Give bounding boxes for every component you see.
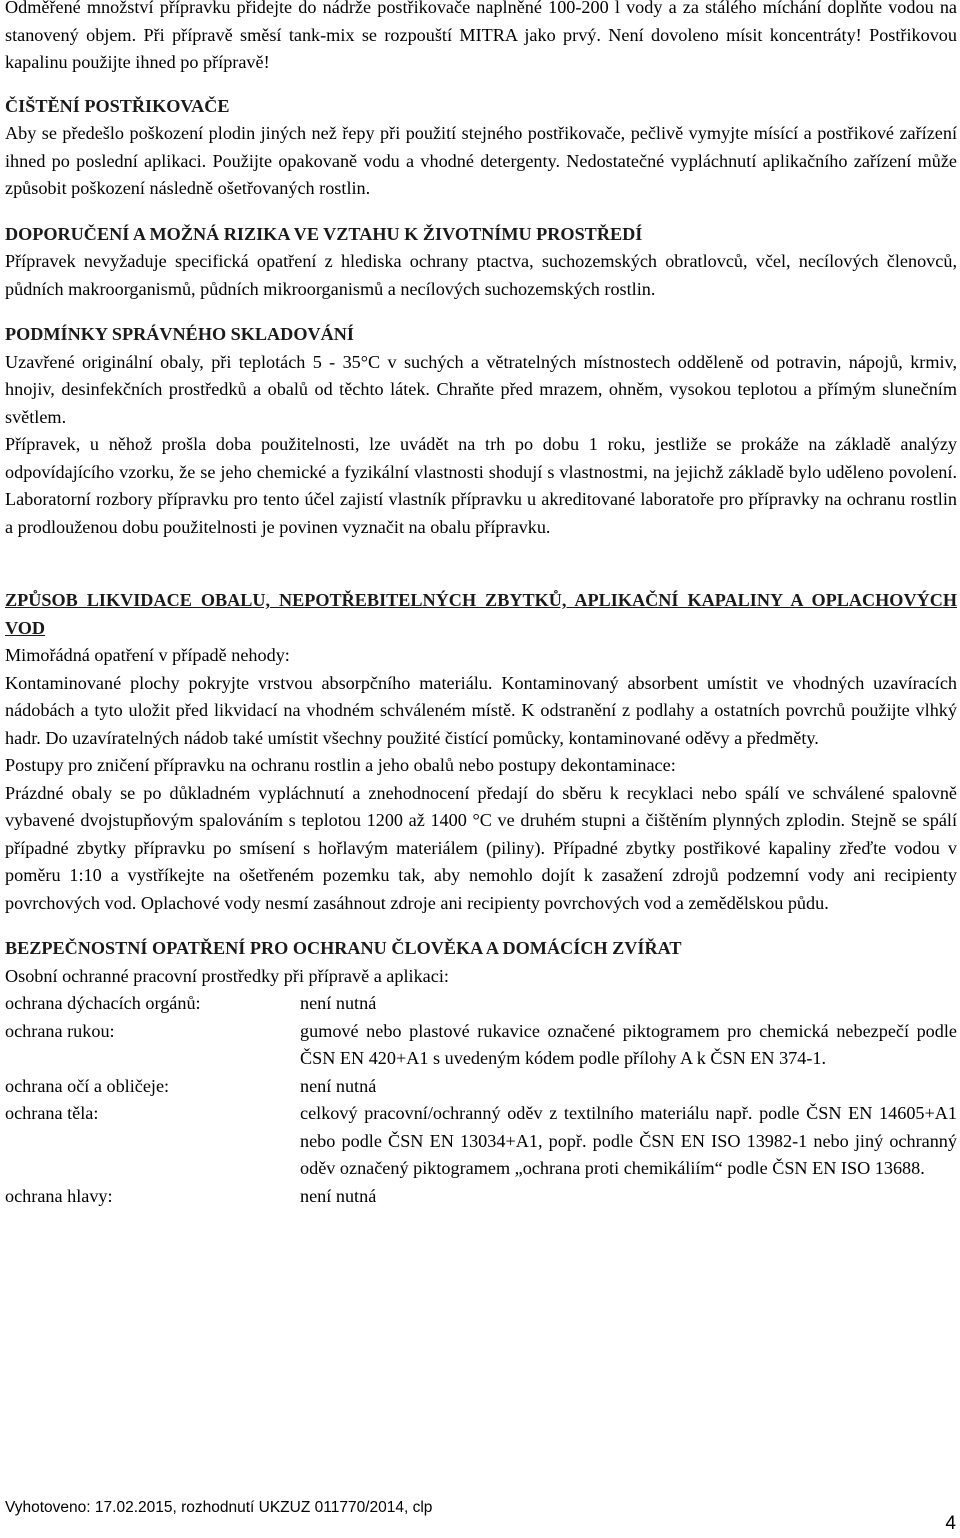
section-heading-cleaning: ČIŠTĚNÍ POSTŘIKOVAČE (5, 95, 230, 116)
ppe-label: ochrana rukou: (5, 1020, 115, 1041)
storage-paragraph-1: Uzavřené originální obaly, při teplotách 5 - 35°C v suchých a větratelných místnostech odděleně od potravin, nápojů, krmiv, hnojiv, desinfekčních prostředků a obalů od těchto látek. Chraňte před mrazem, ohněm, vysokou teplotou a přímým slunečním světlem. (5, 351, 957, 427)
ppe-label: ochrana dýchacích orgánů: (5, 993, 201, 1013)
ppe-table (5, 990, 957, 1210)
ppe-value: není nutná (300, 1075, 377, 1096)
disposal-procedures-paragraph: Prázdné obaly se po důkladném vypláchnutí a znehodnocení předají do sběru k recyklaci nebo spálí ve schválené spalovně vybavené dvojstupňovým spalováním s teplotou 1200 až 1400 °C ve druhém stupni a čištěním plynných zplodin. Stejně se spálí případné zbytky přípravku po smísení s hořlavým materiálem (piliny). Případné zbytky postřikové kapaliny zřeďte vodou v poměru 1:10 a vystříkejte na ošetřeném pozemku tak, aby nemohlo dojít k zasažení zdrojů podzemní vody ani recipienty povrchových vod. Oplachové vody nesmí zasáhnout zdroje ani recipienty povrchových vod a zemědělskou půdu. (5, 782, 957, 913)
ppe-value: celkový pracovní/ochranný oděv z textilního materiálu např. podle ČSN EN 14605+A1 nebo podle ČSN EN 13034+A1, popř. podle ČSN EN ISO 13982-1 nebo jiný ochranný oděv označený piktogramem „ochrana proti chemikáliím“ podle ČSN EN ISO 13688. (300, 1103, 957, 1178)
cleaning-paragraph: Aby se předešlo poškození plodin jiných než řepy při použití stejného postřikovače, pečlivě vymyjte mísící a postřikové zařízení ihned po poslední aplikaci. Použijte opakovaně vodu a vhodné detergenty. Nedostatečné vypláchnutí aplikačního zařízení může způsobit poškození následně ošetřovaných rostlin. (5, 123, 957, 198)
ppe-row (5, 990, 957, 1018)
section-cleaning (5, 93, 957, 203)
ppe-row (5, 1100, 957, 1183)
section-safety (5, 935, 957, 1210)
ppe-value: není nutná (300, 993, 377, 1013)
section-storage (5, 321, 957, 541)
section-heading-storage: PODMÍNKY SPRÁVNÉHO SKLADOVÁNÍ (5, 324, 354, 344)
document-page (5, 0, 957, 1210)
page-number: 4 (945, 1513, 956, 1534)
environment-paragraph: Přípravek nevyžaduje specifická opatření z hlediska ochrany ptactva, suchozemských obratlovců, včel, necílových členovců, půdních makroorganismů, půdních mikroorganismů a necílových suchozemských rostlin. (5, 251, 957, 299)
disposal-procedures-label: Postupy pro zničení přípravku na ochranu rostlin a jeho obalů nebo postupy dekontaminace: (5, 755, 676, 775)
ppe-label: ochrana hlavy: (5, 1185, 113, 1206)
ppe-row (5, 1183, 957, 1211)
section-environment (5, 221, 957, 304)
ppe-value: není nutná (300, 1185, 377, 1206)
disposal-emergency-paragraph: Kontaminované plochy pokryjte vrstvou absorpčního materiálu. Kontaminovaný absorbent umístit ve vhodných uzavíracích nádobách a tyto uložit před likvidací na vhodném schváleném místě. K odstranění z podlahy a ostatních povrchů použijte vlhký hadr. Do uzavíratelných nádob také umístit všechny použité čistící pomůcky, kontaminované oděvy a předměty. (5, 672, 957, 748)
section-heading-safety: BEZPEČNOSTNÍ OPATŘENÍ PRO OCHRANU ČLOVĚKA A DOMÁCÍCH ZVÍŘAT (5, 938, 682, 958)
safety-intro: Osobní ochranné pracovní prostředky při přípravě a aplikaci: (5, 965, 449, 986)
ppe-row (5, 1018, 957, 1073)
ppe-label: ochrana těla: (5, 1103, 99, 1123)
storage-paragraph-2: Přípravek, u něhož prošla doba použitelnosti, lze uvádět na trh po dobu 1 roku, jestliže se prokáže na základě analýzy odpovídajícího vzorku, že se jeho chemické a fyzikální vlastnosti shodují s vlastnostmi, na jejichž základě bylo uděleno povolení. Laboratorní rozbory přípravku pro tento účel zajistí vlastník přípravku u akreditované laboratoře pro přípravky na ochranu rostlin a prodlouženou dobu použitelnosti je povinen vyznačit na obalu přípravku. (5, 434, 957, 537)
intro-paragraph: Odměřené množství přípravku přidejte do nádrže postřikovače naplněné 100-200 l vody a za stálého míchání doplňte vodou na stanovený objem. Při přípravě směsí tank-mix se rozpouští MITRA jako prvý. Není dovoleno mísit koncentráty! Postřikovou kapalinu použijte ihned po přípravě! (5, 0, 957, 72)
section-heading-disposal: ZPŮSOB LIKVIDACE OBALU, NEPOTŘEBITELNÝCH ZBYTKŮ, APLIKAČNÍ KAPALINY A OPLACHOVÝCH VOD (5, 590, 957, 638)
ppe-label: ochrana očí a obličeje: (5, 1075, 170, 1096)
section-heading-environment: DOPORUČENÍ A MOŽNÁ RIZIKA VE VZTAHU K ŽIVOTNÍMU PROSTŘEDÍ (5, 223, 643, 244)
disposal-emergency-label: Mimořádná opatření v případě nehody: (5, 645, 290, 665)
section-disposal (5, 587, 957, 917)
ppe-row (5, 1073, 957, 1101)
footer-text: Vyhotoveno: 17.02.2015, rozhodnutí UKZUZ 011770/2014, clp (5, 1499, 433, 1516)
ppe-value: gumové nebo plastové rukavice označené piktogramem pro chemická nebezpečí podle ČSN EN 420+A1 s uvedeným kódem podle přílohy A k ČSN EN 374-1. (300, 1020, 957, 1068)
